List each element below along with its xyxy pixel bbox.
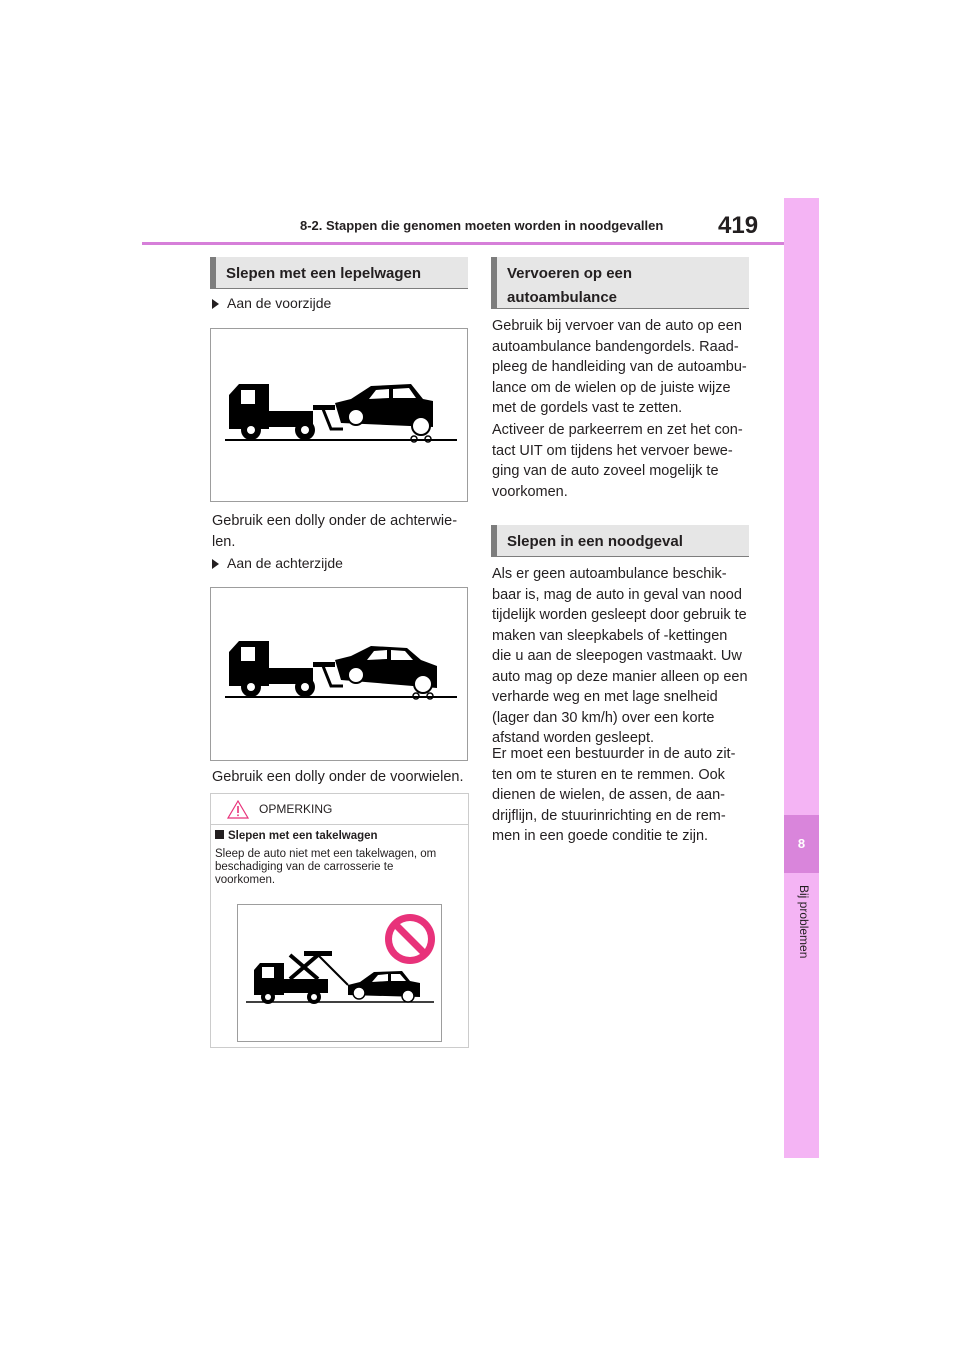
section-heading-autoambulance: Vervoeren op een autoambulance — [491, 257, 749, 309]
square-bullet-icon — [215, 830, 224, 839]
chapter-sidebar — [784, 198, 819, 1158]
notice-text: Sleep de auto niet met een takelwagen, om beschadiging van de carrosserie te voorkomen. — [215, 848, 437, 886]
warning-triangle-icon — [226, 799, 250, 820]
notice-title-row — [215, 830, 378, 842]
header-rule — [142, 242, 784, 245]
running-header: 8-2. Stappen die genomen moeten worden in noodgevallen — [300, 218, 664, 233]
para-autoambulance-2: Activeer de parkeerrem en zet het con-tact UIT om tijdens het vervoer bewe-ging van de auto zoveel mogelijk te voorkomen. — [492, 422, 743, 500]
figure-tow-rear — [210, 587, 468, 761]
notice-title: Slepen met een takelwagen — [228, 830, 378, 842]
triangle-bullet-icon — [212, 559, 219, 569]
text-rear: Gebruik een dolly onder de voorwielen. — [212, 769, 464, 785]
triangle-bullet-icon — [212, 299, 219, 309]
notice-header — [211, 794, 468, 825]
takelwagen-illustration — [238, 905, 441, 1041]
notice-box — [210, 793, 469, 1048]
text-front: Gebruik een dolly onder de achterwie-len. — [212, 513, 458, 550]
bullet-rear — [212, 555, 343, 571]
para-autoambulance-1: Gebruik bij vervoer van de auto op een autoambulance bandengordels. Raad-pleeg de handleiding van de autoambu-lance om de wielen op de juiste wijze met de gordels vast te zetten. — [492, 318, 747, 416]
chapter-label: Bij problemen — [797, 885, 811, 959]
bullet-front-text: Aan de voorzijde — [227, 295, 332, 311]
tow-truck-rear-illustration — [211, 588, 467, 760]
page-number: 419 — [718, 212, 759, 239]
section-heading-lepelwagen: Slepen met een lepelwagen — [210, 257, 468, 289]
para-noodgeval-2: Er moet een bestuurder in de auto zit-ten om te sturen en te remmen. Ook dienen de wielen, de assen, de aan-drijflijn, de stuurinrichting en de rem-men in een goede conditie te zijn. — [492, 746, 736, 844]
figure-takelwagen — [237, 904, 442, 1042]
notice-label: OPMERKING — [259, 802, 333, 816]
bullet-rear-text: Aan de achterzijde — [227, 555, 343, 571]
section-heading-noodgeval: Slepen in een noodgeval — [491, 525, 749, 557]
bullet-front — [212, 295, 331, 311]
tow-truck-front-illustration — [211, 329, 467, 501]
para-noodgeval-1: Als er geen autoambulance beschik-baar is, mag de auto in geval van nood tijdelijk worden gesleept door gebruik te maken van sleepkabels of -kettingen die u aan de sleepogen vastmaakt. Uw auto mag op deze manier alleen op een verharde weg en met lage snelheid (lager dan 30 km/h) over een korte afstand worden gesleept. — [492, 566, 748, 746]
figure-tow-front — [210, 328, 468, 502]
chapter-number-tab: 8 — [784, 815, 819, 873]
